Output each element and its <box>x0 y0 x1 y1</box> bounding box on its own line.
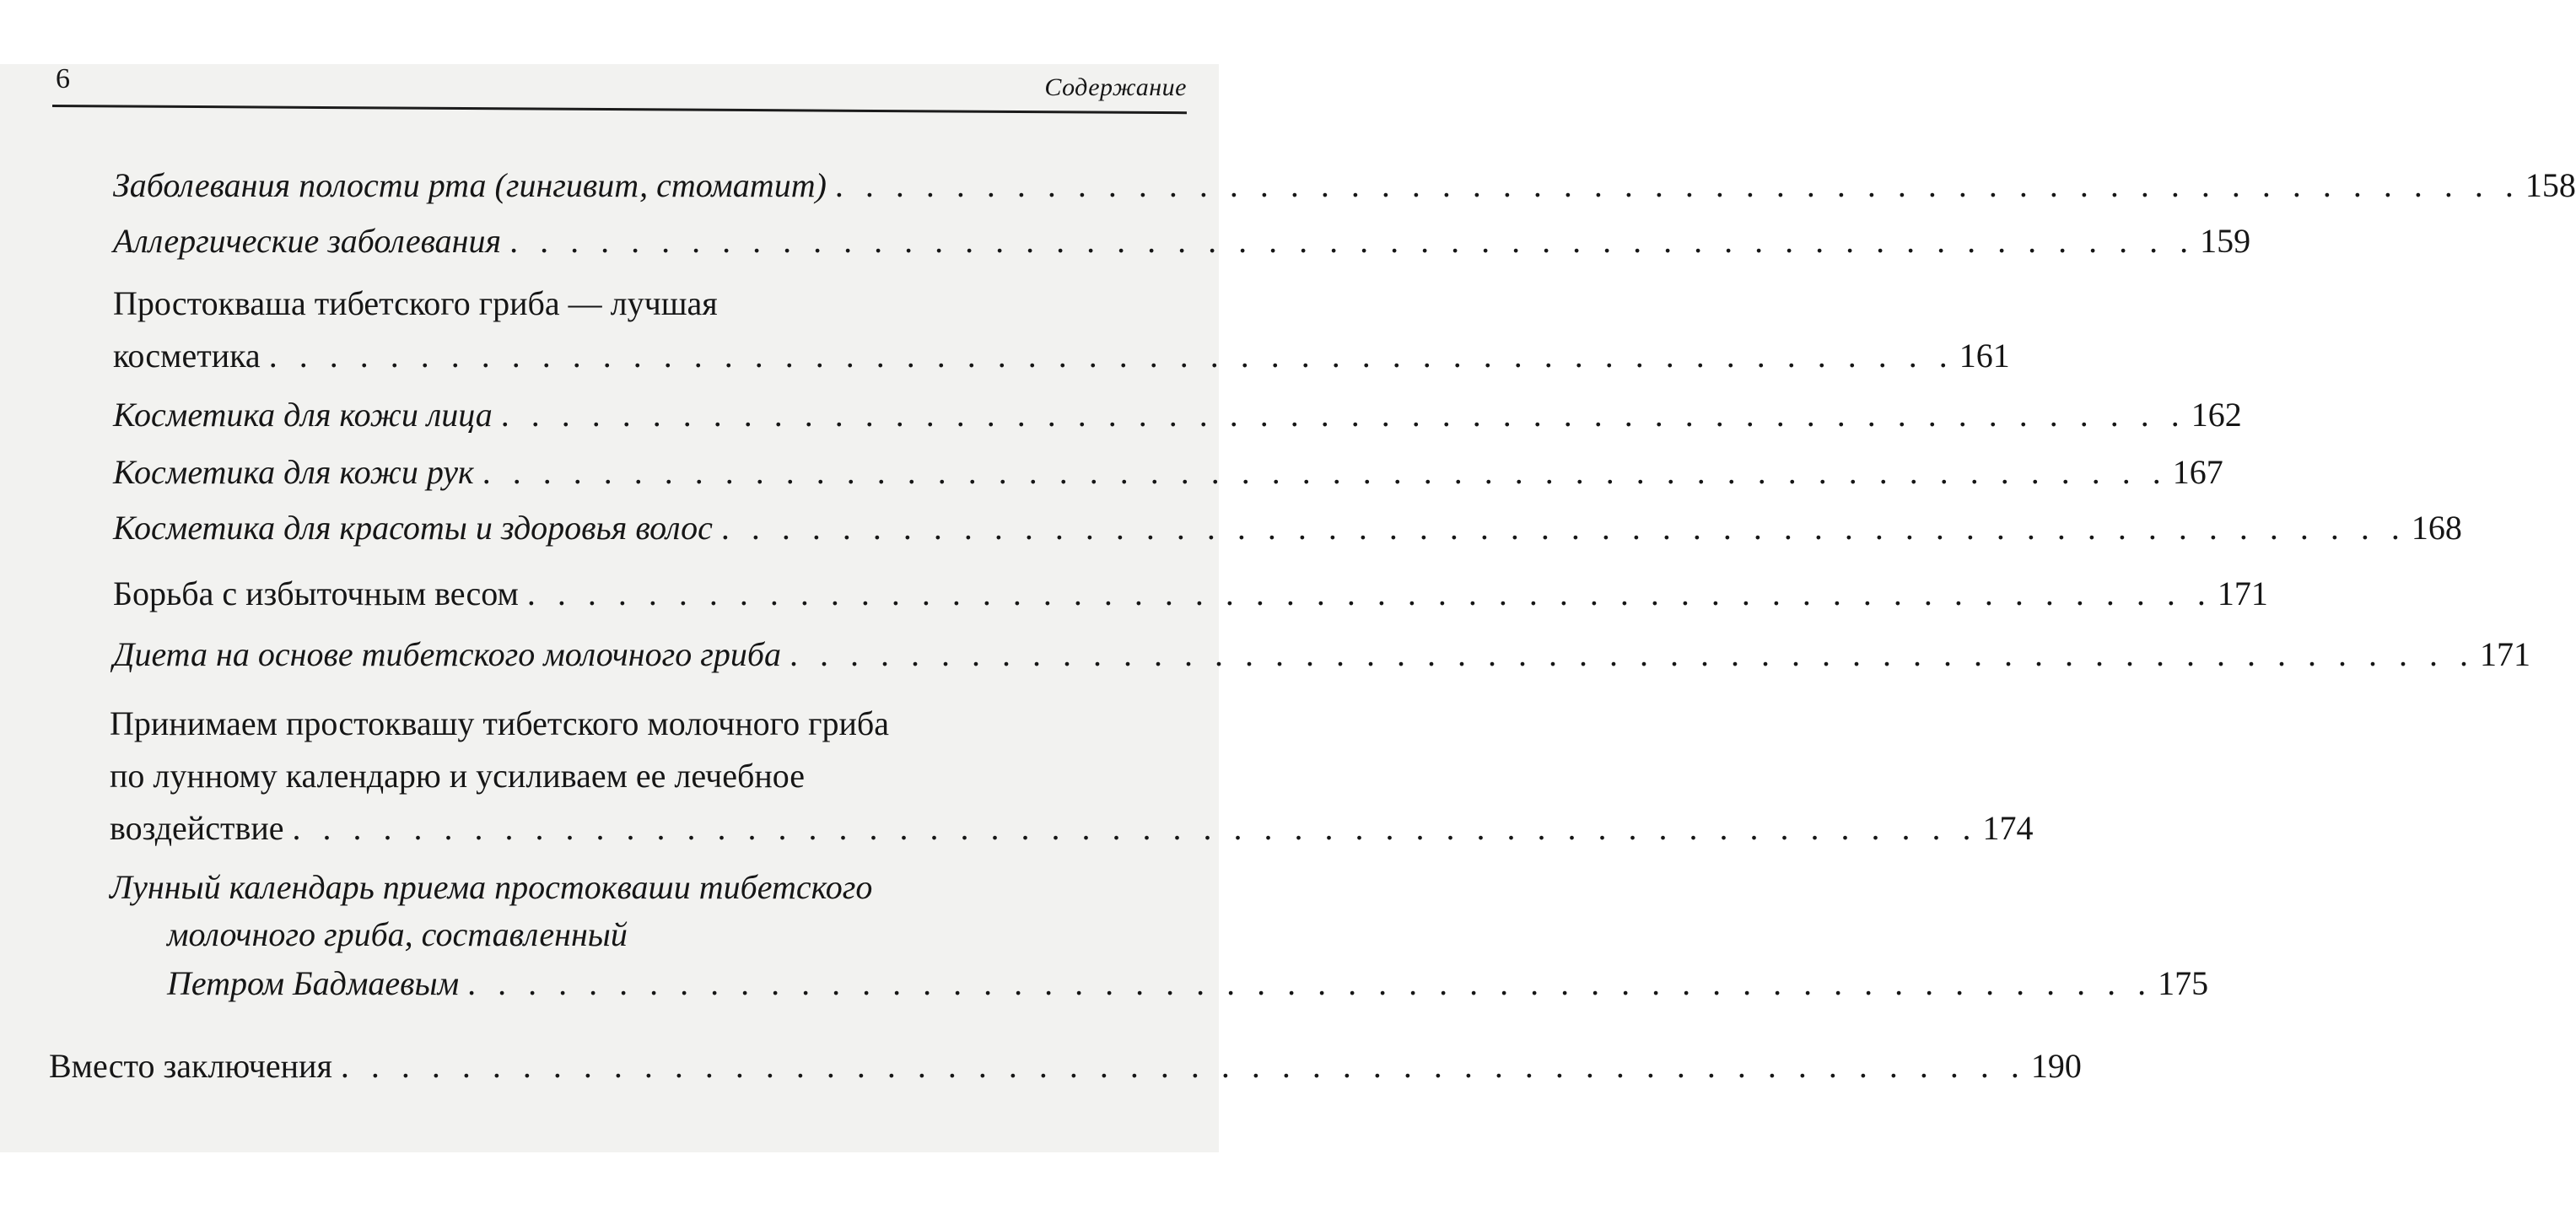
leader-dots: . . . . . . . . . . . . . . . . . . . . . . . . . . . . . . . . . . . . . . . . . . . . . . . . . . . . . . . . <box>268 337 1954 375</box>
toc-entry-title: Вместо заключения <box>49 1047 332 1085</box>
leader-dots: . . . . . . . . . . . . . . . . . . . . . . . . . . . . . . . . . . . . . . . . . . . . . . . . . . . . . . . . <box>834 166 2520 204</box>
toc-entry-title-continued: по лунному календарю и усиливаем ее лечебное <box>110 757 805 795</box>
running-title: Содержание <box>1044 73 1187 101</box>
toc-entry-line <box>49 1046 2082 1087</box>
toc-entry-title-continued: Петром Бадмаевым <box>167 964 460 1002</box>
leader-dots: . . . . . . . . . . . . . . . . . . . . . . . . . . . . . . . . . . . . . . . . . . . . . . . . . . . . . . . . <box>789 635 2475 673</box>
toc-entry-title-continued: молочного гриба, составленный <box>167 915 628 953</box>
toc-entry-page: 162 <box>2191 396 2242 434</box>
toc-entry-line <box>113 165 2576 206</box>
leader-dots: . . . . . . . . . . . . . . . . . . . . . . . . . . . . . . . . . . . . . . . . . . . . . . . . . . . . . . . . <box>500 396 2186 434</box>
toc-entry-title: Косметика для кожи лица <box>113 396 493 434</box>
toc-entry-line <box>113 221 2251 262</box>
toc-entry <box>113 221 2251 268</box>
toc-entry <box>113 283 2010 385</box>
toc-entry-title: Аллергические заболевания <box>113 222 502 260</box>
leader-dots: . . . . . . . . . . . . . . . . . . . . . . . . . . . . . . . . . . . . . . . . . . . . . . . . . . . . . . . . <box>482 453 2168 491</box>
toc-entry-line <box>113 395 2242 435</box>
toc-entry-title: Лунный календарь приема простокваши тибетского <box>110 868 873 906</box>
toc-entry-title: Борьба с избыточным весом <box>113 574 519 612</box>
toc-entry-line <box>113 574 2268 614</box>
toc-entry-title: Косметика для красоты и здоровья волос <box>113 509 713 547</box>
toc-entry-page: 159 <box>2200 222 2251 260</box>
toc-entry-title: Заболевания полости рта (гингивит, стоматит) <box>113 166 827 204</box>
toc-entry-title: Диета на основе тибетского молочного гриба <box>113 635 781 673</box>
toc-entry <box>113 395 2242 442</box>
toc-entry <box>113 574 2268 621</box>
toc-entry-line <box>167 963 2209 1004</box>
leader-dots: . . . . . . . . . . . . . . . . . . . . . . . . . . . . . . . . . . . . . . . . . . . . . . . . . . . . . . . . <box>292 809 1978 847</box>
toc-entry <box>113 165 2576 213</box>
leader-dots: . . . . . . . . . . . . . . . . . . . . . . . . . . . . . . . . . . . . . . . . . . . . . . . . . . . . . . . . <box>526 574 2212 612</box>
toc-entry-line <box>110 704 889 744</box>
toc-entry-page: 190 <box>2030 1047 2082 1085</box>
toc-entry-page: 171 <box>2479 635 2530 673</box>
toc-entry-page: 171 <box>2217 574 2268 612</box>
toc-entry-line <box>113 508 2462 548</box>
toc-entry-page: 168 <box>2411 509 2462 547</box>
toc-entry-line <box>113 634 2530 675</box>
toc-entry-line <box>167 914 628 955</box>
toc-entry-title-continued: косметика <box>113 337 261 375</box>
toc-entry-page: 158 <box>2525 166 2576 204</box>
toc-entry-title: Принимаем простоквашу тибетского молочного гриба <box>110 704 889 742</box>
toc-entry-line <box>113 336 2010 376</box>
page-number: 6 <box>56 63 70 94</box>
toc-entry-page: 167 <box>2172 453 2223 491</box>
leader-dots: . . . . . . . . . . . . . . . . . . . . . . . . . . . . . . . . . . . . . . . . . . . . . . . . . . . . . . . . <box>509 222 2196 260</box>
toc-entry-line <box>110 808 2034 849</box>
toc-entry-title: Косметика для кожи рук <box>113 453 474 491</box>
toc-entry <box>110 867 2209 1019</box>
leader-dots: . . . . . . . . . . . . . . . . . . . . . . . . . . . . . . . . . . . . . . . . . . . . . . . . . . . . . . . . <box>340 1047 2026 1085</box>
toc-entry-page: 174 <box>1982 809 2034 847</box>
toc-entry <box>113 452 2223 499</box>
toc-entry <box>113 634 2530 682</box>
toc-entry-line <box>113 283 718 324</box>
toc-entry-line <box>110 867 872 908</box>
toc-entry-line <box>110 756 805 796</box>
toc-entry <box>113 508 2462 555</box>
toc-entry <box>110 704 2034 855</box>
toc-entry-page: 161 <box>1959 337 2010 375</box>
leader-dots: . . . . . . . . . . . . . . . . . . . . . . . . . . . . . . . . . . . . . . . . . . . . . . . . . . . . . . . . <box>467 964 2153 1002</box>
toc-entry-title: Простокваша тибетского гриба — лучшая <box>113 284 718 322</box>
toc-entry-title-continued: воздействие <box>110 809 284 847</box>
toc-entry-page: 175 <box>2158 964 2209 1002</box>
toc-entry-line <box>113 452 2223 493</box>
toc-entry <box>49 1046 2082 1093</box>
leader-dots: . . . . . . . . . . . . . . . . . . . . . . . . . . . . . . . . . . . . . . . . . . . . . . . . . . . . . . . . <box>720 509 2406 547</box>
